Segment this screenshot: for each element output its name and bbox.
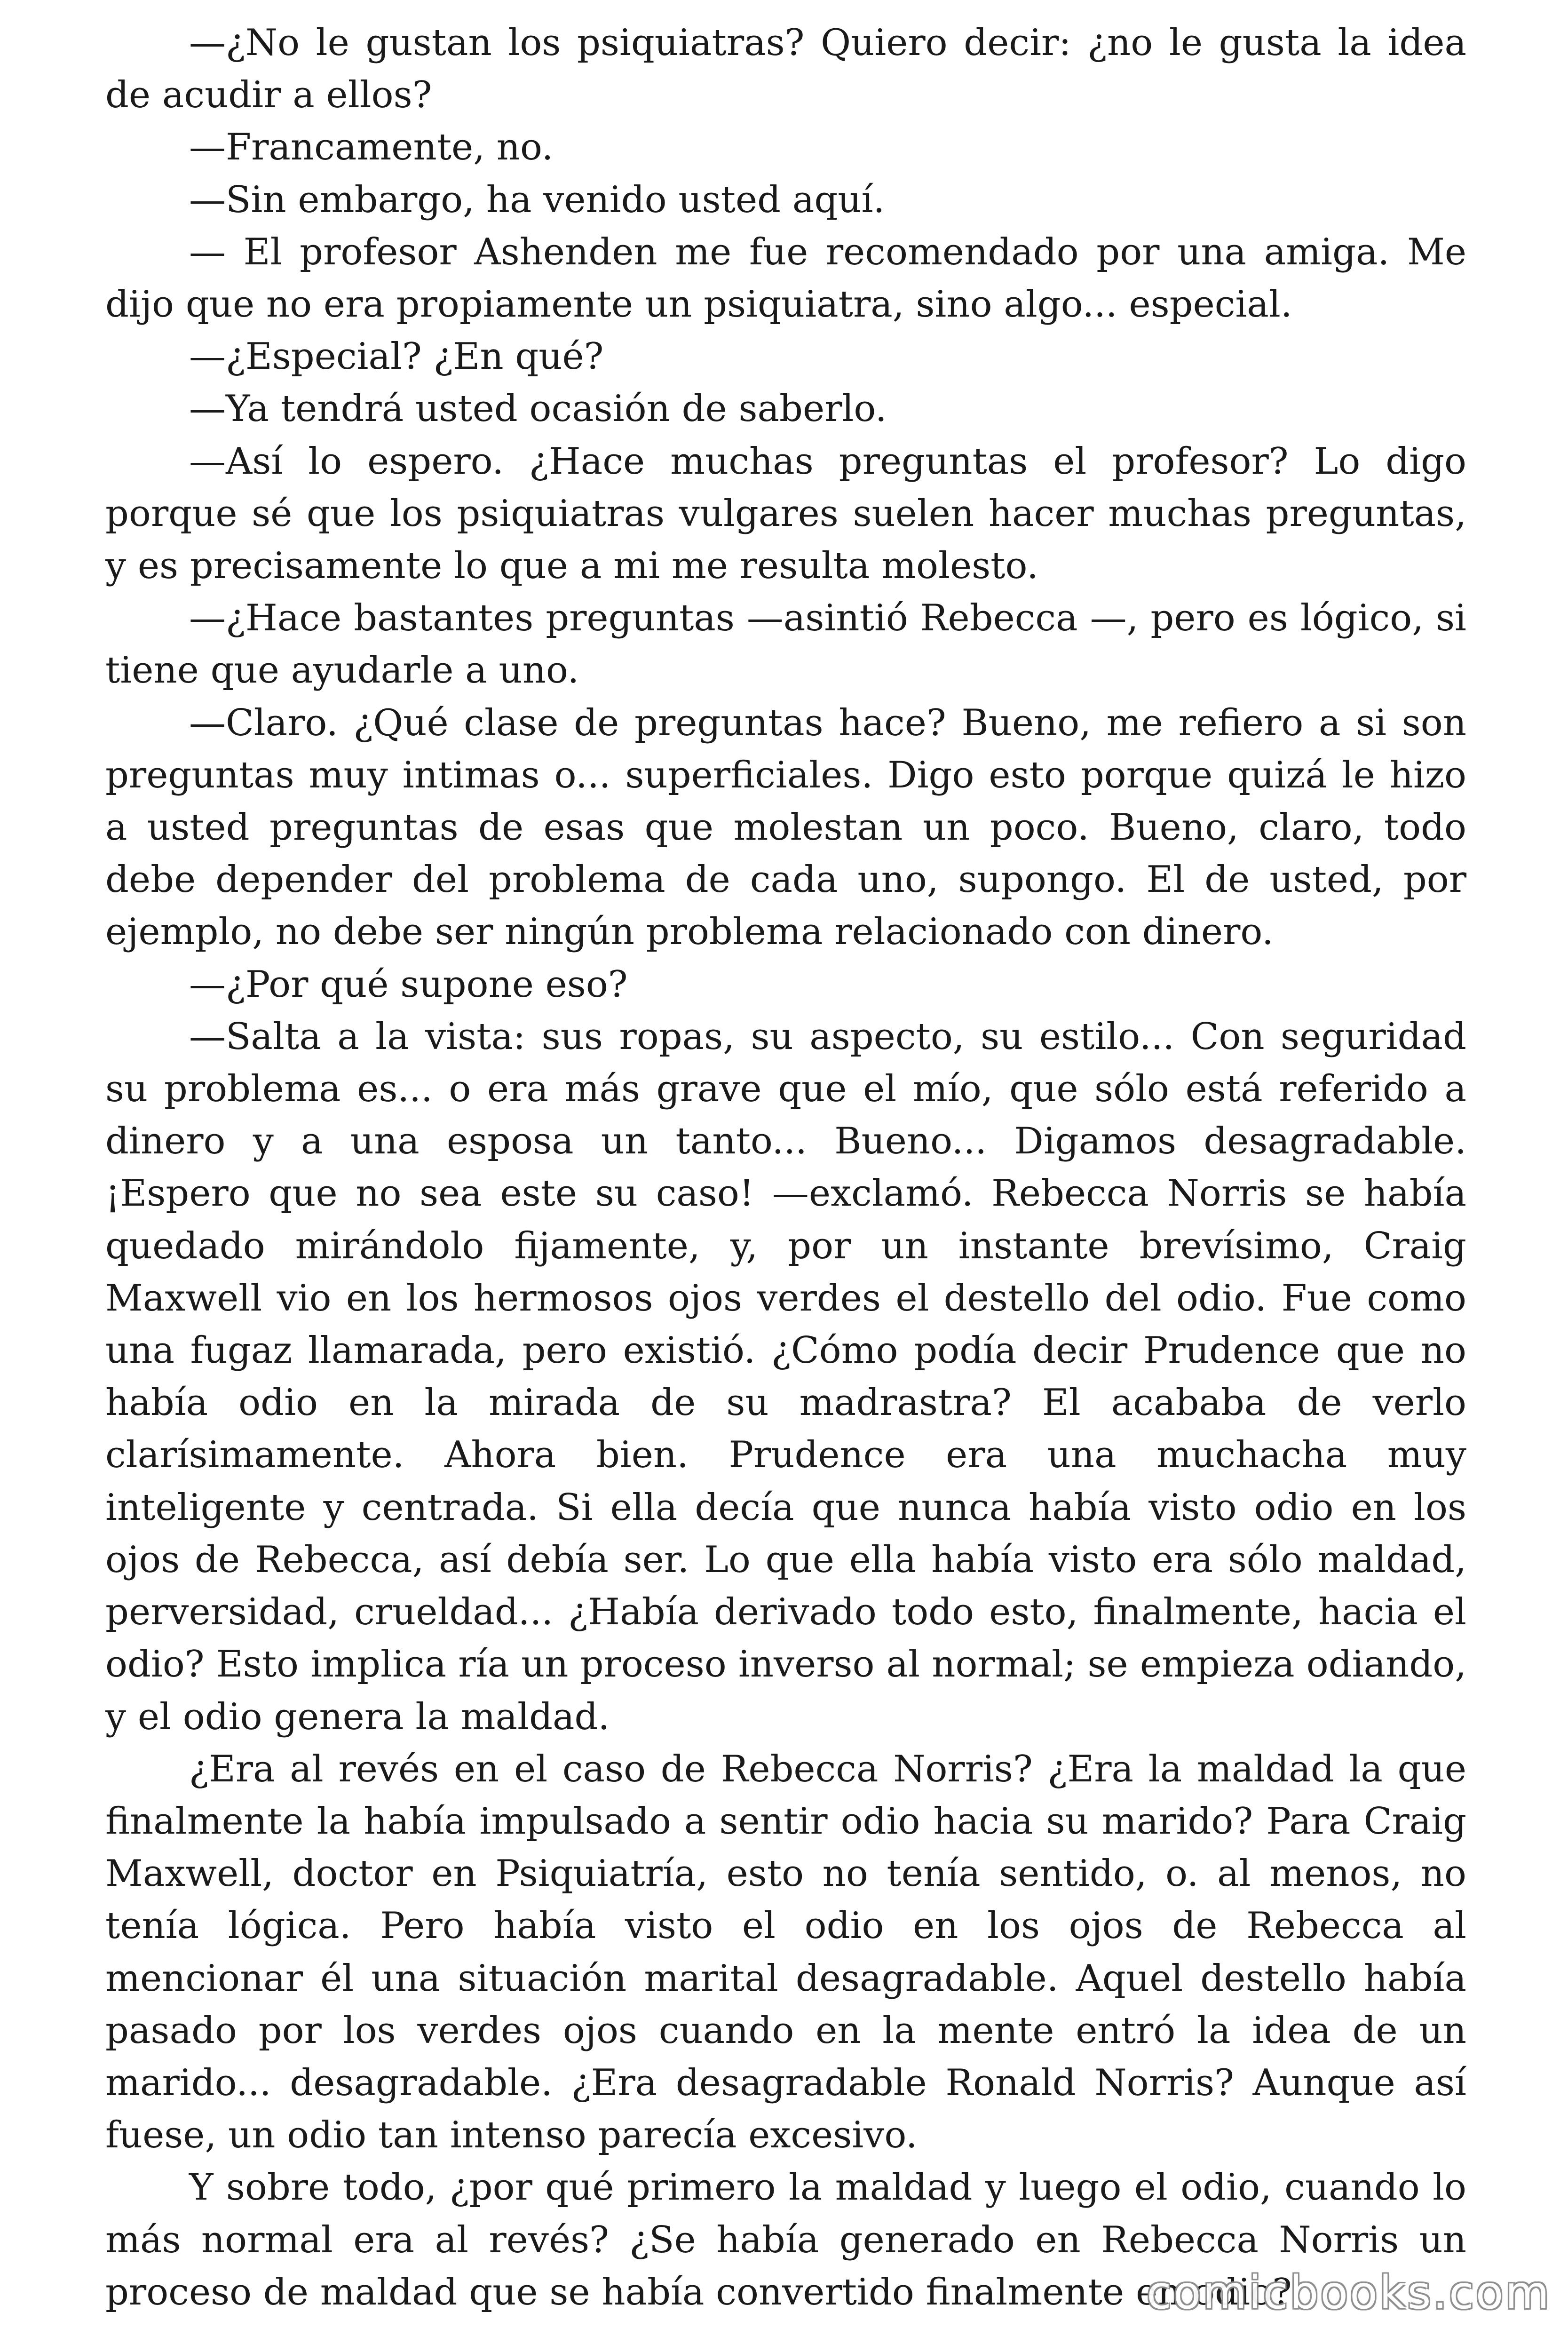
page-body [105, 17, 1466, 2319]
paragraph: ¿Era al revés en el caso de Rebecca Norris? ¿Era la maldad la que finalmente la había impulsado a sentir odio hacia su marido? Para Craig Maxwell, doctor en Psiquiatría, esto no tenía sentido, o. al menos, no tenía lógica. Pero había visto el odio en los ojos de Rebecca al mencionar él una situación marital desagradable. Aquel destello había pasado por los verdes ojos cuando en la mente entró la idea de un marido... desagradable. ¿Era desagradable Ronald Norris? Aunque así fuese, un odio tan intenso parecía excesivo. [105, 1748, 1466, 2157]
paragraph: —¿Especial? ¿En qué? [189, 335, 604, 378]
paragraph: —Ya tendrá usted ocasión de saberlo. [189, 388, 887, 430]
paragraph: —Francamente, no. [189, 126, 554, 169]
paragraph: —Claro. ¿Qué clase de preguntas hace? Bueno, me refiero a si son preguntas muy intimas o... superficiales. Digo esto porque quizá le hizo a usted preguntas de esas que molestan un poco. Bueno, claro, todo debe depender del problema de cada uno, supongo. El de usted, por ejemplo, no debe ser ningún problema relacionado con dinero. [105, 701, 1466, 954]
watermark: comicbooks.com [1146, 2266, 1551, 2319]
paragraph: —¿Hace bastantes preguntas —asintió Rebecca —, pero es lógico, si tiene que ayudarle a uno. [105, 597, 1466, 692]
paragraph: —¿Por qué supone eso? [189, 963, 628, 1006]
paragraph: — El profesor Ashenden me fue recomendado por una amiga. Me dijo que no era propiamente un psiquiatra, sino algo... especial. [105, 230, 1466, 326]
paragraph: Y sobre todo, ¿por qué primero la maldad y luego el odio, cuando lo más normal era al revés? ¿Se había generado en Rebecca Norris un proceso de maldad que se había convertido finalmente en odio? [105, 2166, 1466, 2313]
paragraph: —¿No le gustan los psiquiatras? Quiero decir: ¿no le gusta la idea de acudir a ellos? [105, 22, 1466, 117]
paragraph: —Así lo espero. ¿Hace muchas preguntas el profesor? Lo digo porque sé que los psiquiatras vulgares suelen hacer muchas preguntas, y es precisamente lo que a mi me resulta molesto. [105, 440, 1466, 588]
paragraph: —Sin embargo, ha venido usted aquí. [189, 178, 885, 221]
paragraph: —Salta a la vista: sus ropas, su aspecto, su estilo... Con seguridad su problema es... o era más grave que el mío, que sólo está referido a dinero y a una esposa un tanto... Bueno... Digamos desagradable. ¡Espero que no sea este su caso! —exclamó. Rebecca Norris se había quedado mirándolo fijamente, y, por un instante brevísimo, Craig Maxwell vio en los hermosos ojos verdes el destello del odio. Fue como una fugaz llamarada, pero existió. ¿Cómo podía decir Prudence que no había odio en la mirada de su madrastra? El acababa de verlo clarísimamente. Ahora bien. Prudence era una muchacha muy inteligente y centrada. Si ella decía que nunca había visto odio en los ojos de Rebecca, así debía ser. Lo que ella había visto era sólo maldad, perversidad, crueldad... ¿Había derivado todo esto, finalmente, hacia el odio? Esto implica ría un proceso inverso al normal; se empieza odiando, y el odio genera la maldad. [105, 1015, 1466, 1738]
